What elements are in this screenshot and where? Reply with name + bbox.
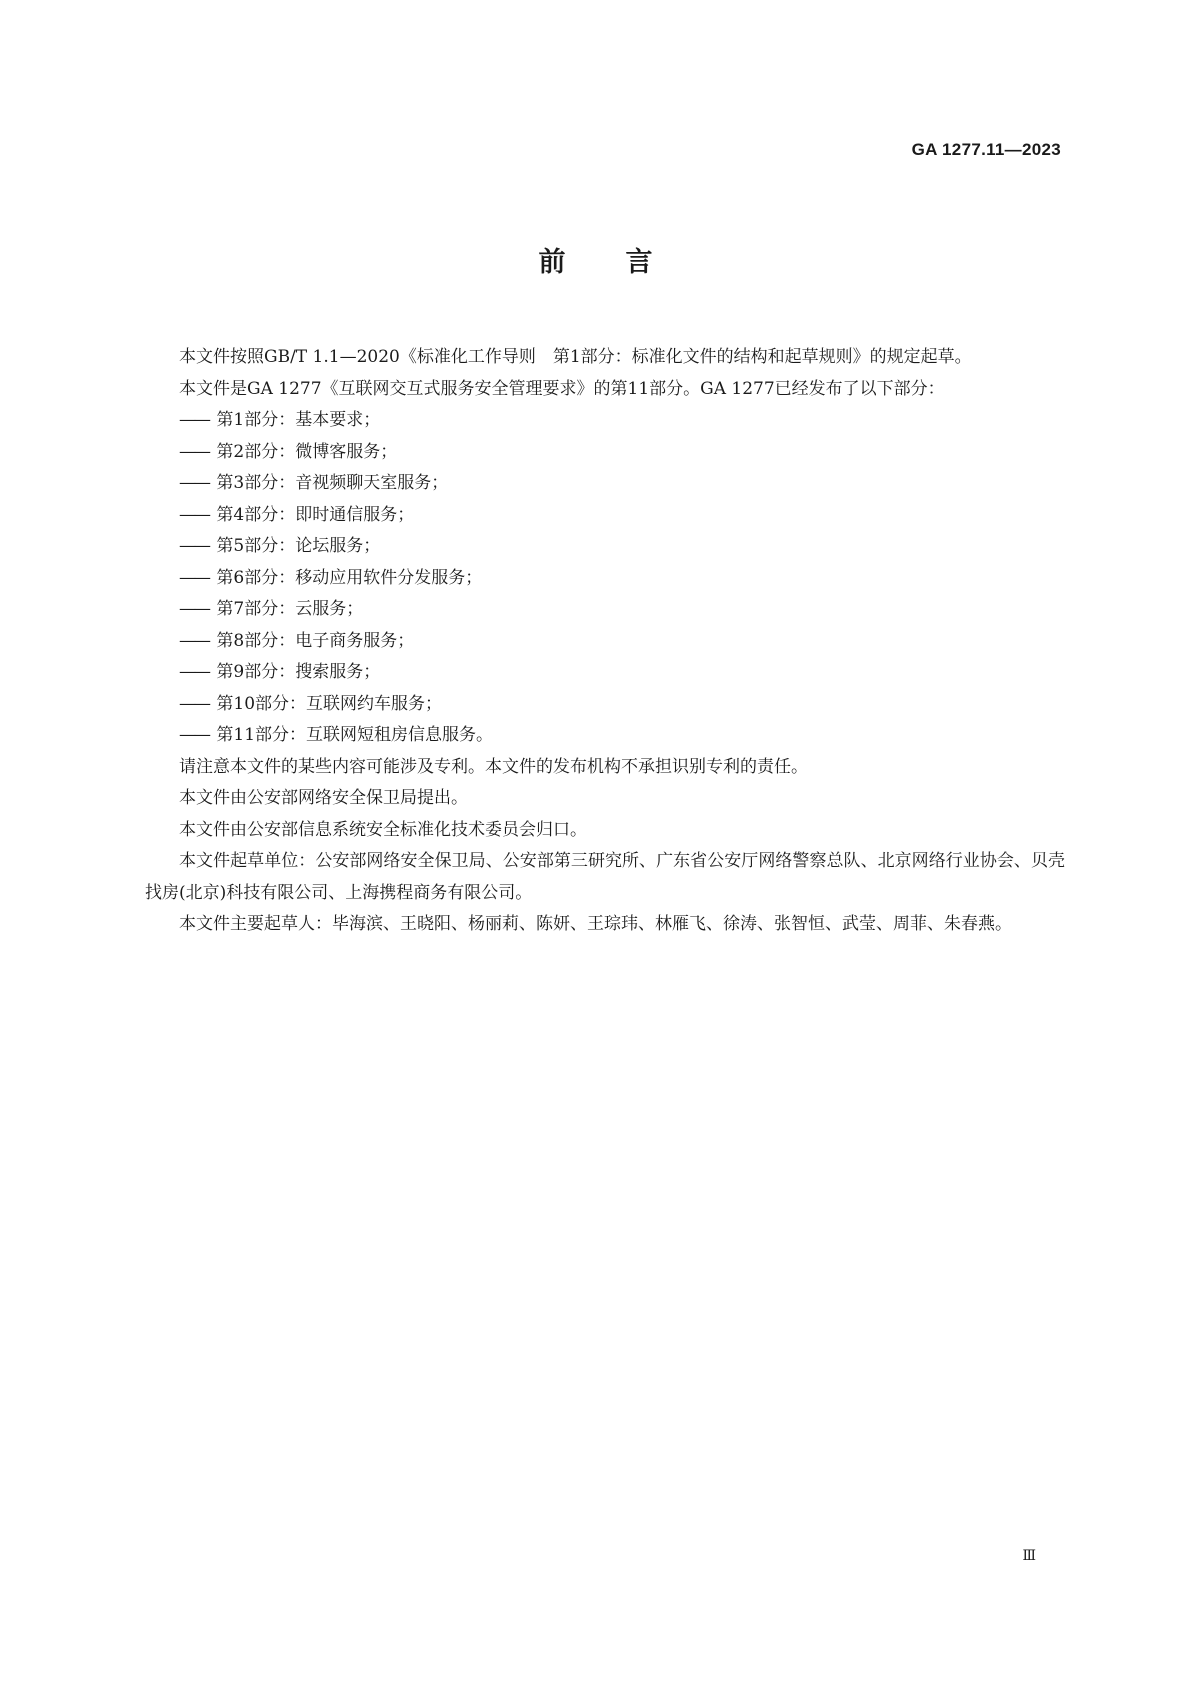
paragraph-drafting-units: 本文件起草单位：公安部网络安全保卫局、公安部第三研究所、广东省公安厅网络警察总队、北京网络行业协会、贝壳找房(北京)科技有限公司、上海携程商务有限公司。 <box>145 851 1065 903</box>
list-item-text: 第1部分：基本要求； <box>216 410 381 430</box>
list-dash: —— <box>179 662 209 682</box>
list-item <box>145 657 1065 689</box>
page-number: Ⅲ <box>1022 1548 1036 1564</box>
paragraph-drafting-rules: 本文件按照GB/T 1.1—2020《标准化工作导则 第1部分：标准化文件的结构和起草规则》的规定起草。 <box>179 347 972 367</box>
list-item <box>145 626 1065 658</box>
list-dash: —— <box>179 567 209 588</box>
list-item-text: 第10部分：互联网约车服务； <box>216 693 443 714</box>
document-code: GA 1277.11—2023 <box>911 140 1061 159</box>
list-dash: —— <box>179 693 209 714</box>
list-item <box>145 720 1065 752</box>
page-title: 前言 <box>538 247 713 278</box>
list-item <box>145 531 1065 563</box>
paragraph-technical-committee: 本文件由公安部信息系统安全标准化技术委员会归口。 <box>179 819 587 840</box>
list-item <box>145 594 1065 626</box>
list-dash: —— <box>179 725 209 745</box>
list-item <box>145 468 1065 500</box>
list-item-text: 第11部分：互联网短租房信息服务。 <box>216 725 494 745</box>
paragraph-series-intro: 本文件是GA 1277《互联网交互式服务安全管理要求》的第11部分。GA 1277已经发布了以下部分： <box>179 378 945 399</box>
list-dash: —— <box>179 473 209 493</box>
list-item-text: 第3部分：音视频聊天室服务； <box>216 473 449 493</box>
list-item <box>145 405 1065 437</box>
list-item-text: 第5部分：论坛服务； <box>216 536 381 556</box>
list-item <box>145 500 1065 532</box>
list-dash: —— <box>179 441 209 462</box>
parts-list <box>145 405 1065 752</box>
list-item-text: 第4部分：即时通信服务； <box>216 504 415 525</box>
list-dash: —— <box>179 536 209 556</box>
paragraph-proposer: 本文件由公安部网络安全保卫局提出。 <box>179 788 468 808</box>
foreword-body <box>145 342 1065 941</box>
list-item <box>145 563 1065 595</box>
list-item-text: 第6部分：移动应用软件分发服务； <box>216 567 483 588</box>
list-item-text: 第8部分：电子商务服务； <box>216 630 415 651</box>
list-dash: —— <box>179 630 209 651</box>
paragraph-drafters: 本文件主要起草人：毕海滨、王晓阳、杨丽莉、陈妍、王琮玮、林雁飞、徐涛、张智恒、武莹、周菲、朱春燕。 <box>179 914 1012 934</box>
list-item <box>145 689 1065 721</box>
list-item-text: 第9部分：搜索服务； <box>216 662 381 682</box>
list-item <box>145 437 1065 469</box>
list-item-text: 第2部分：微博客服务； <box>216 441 398 462</box>
list-dash: —— <box>179 410 209 430</box>
list-dash: —— <box>179 599 209 619</box>
paragraph-patent-notice: 请注意本文件的某些内容可能涉及专利。本文件的发布机构不承担识别专利的责任。 <box>179 756 808 777</box>
list-dash: —— <box>179 504 209 525</box>
list-item-text: 第7部分：云服务； <box>216 599 364 619</box>
